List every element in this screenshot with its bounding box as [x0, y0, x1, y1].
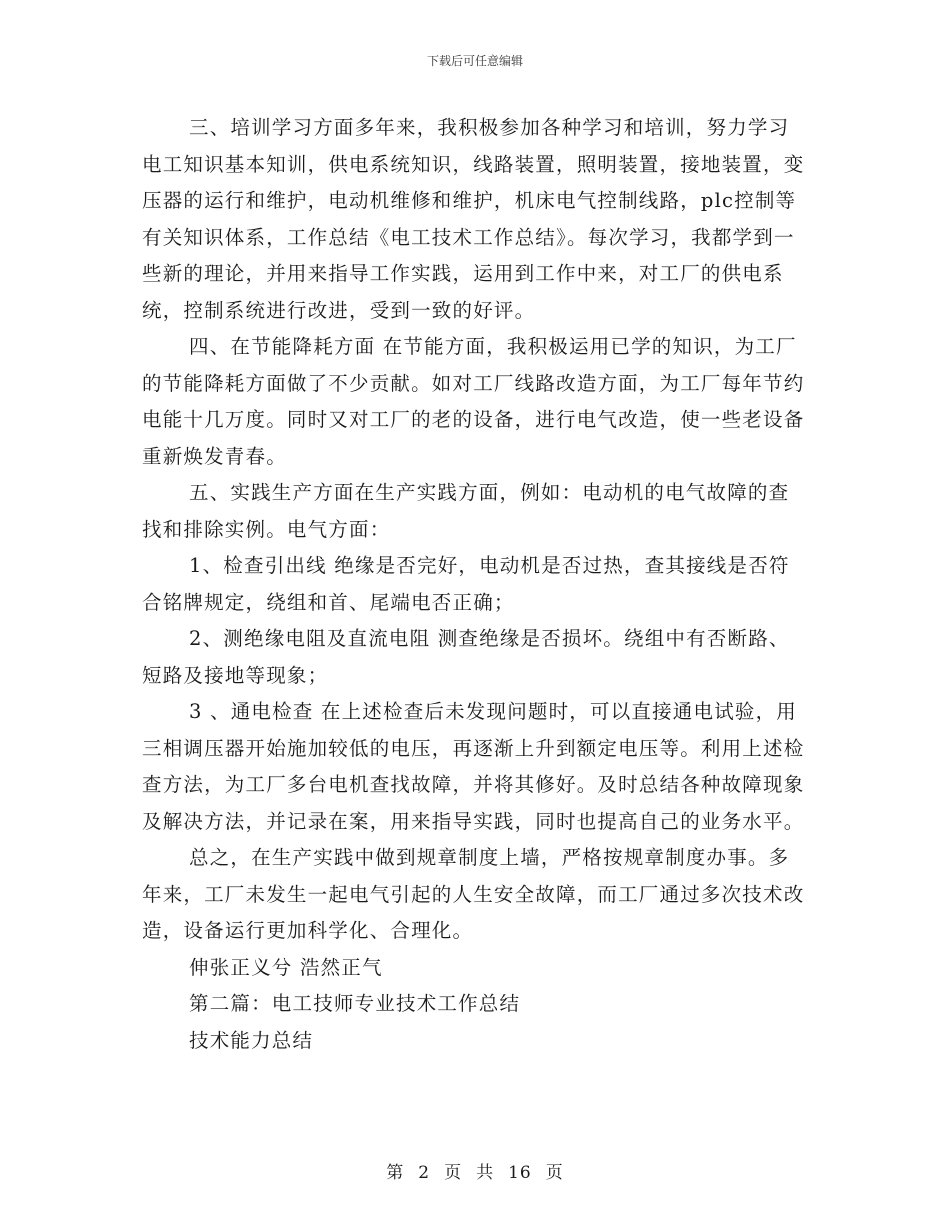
paragraph-item-2: 2、测绝缘电阻及直流电阻 测查绝缘是否损坏。绕组中有否断路、短路及接地等现象； [142, 627, 790, 687]
footer-page-suffix: 页 [545, 1163, 564, 1183]
document-body [142, 110, 807, 1059]
footer-total-pages: 16 [508, 1163, 532, 1183]
footer-page-number: 2 [418, 1163, 431, 1183]
page-header: 下载后可任意编辑 [426, 54, 523, 68]
section-subheading: 技术能力总结 [189, 1028, 314, 1052]
footer-total-prefix: 共 [476, 1163, 495, 1183]
paragraph-item-3: 3 、通电检查 在上述检查后未发现问题时，可以直接通电试验，用三相调压器开始施加较低的电压，再逐渐上升到额定电压等。利用上述检查方法，为工厂多台电机查找故障，并将其修好。及时总结各种故障现象及解决方法，并记录在案，用来指导实践，同时也提高自己的业务水平。 [142, 700, 805, 833]
paragraph-summary: 总之，在生产实践中做到规章制度上墙，严格按规章制度办事。多年来，工厂未发生一起电气引起的人生安全故障，而工厂通过多次技术改造，设备运行更加科学化、合理化。 [142, 846, 805, 942]
footer-page-mid: 页 [444, 1163, 463, 1183]
footer-page-prefix: 第 [386, 1163, 405, 1183]
section-heading-part-two: 第二篇：电工技师专业技术工作总结 [189, 992, 521, 1015]
paragraph-motto: 伸张正义兮 浩然正气 [189, 955, 383, 979]
paragraph-item-1: 1、检查引出线 绝缘是否完好，电动机是否过热，查其接线是否符合铭牌规定，绕组和首、尾端电否正确； [142, 554, 790, 614]
paragraph-practice: 五、实践生产方面在生产实践方面，例如：电动机的电气故障的查找和排除实例。电气方面： [142, 481, 790, 541]
paragraph-training: 三、培训学习方面多年来，我积极参加各种学习和培训，努力学习电工知识基本知训，供电系统知识，线路装置，照明装置，接地装置，变压器的运行和维护，电动机维修和维护，机床电气控制线路，plc控制等有关知识体系，工作总结《电工技术工作总结》。每次学习，我都学到一些新的理论，并用来指导工作实践，运用到工作中来，对工厂的供电系统，控制系统进行改进，受到一致的好评。 [142, 116, 805, 322]
page-footer [0, 1158, 950, 1183]
paragraph-energy-saving: 四、在节能降耗方面 在节能方面，我积极运用已学的知识，为工厂的节能降耗方面做了不少贡献。如对工厂线路改造方面，为工厂每年节约电能十几万度。同时又对工厂的老的设备，进行电气改造，使一些老设备重新焕发青春。 [142, 335, 805, 468]
